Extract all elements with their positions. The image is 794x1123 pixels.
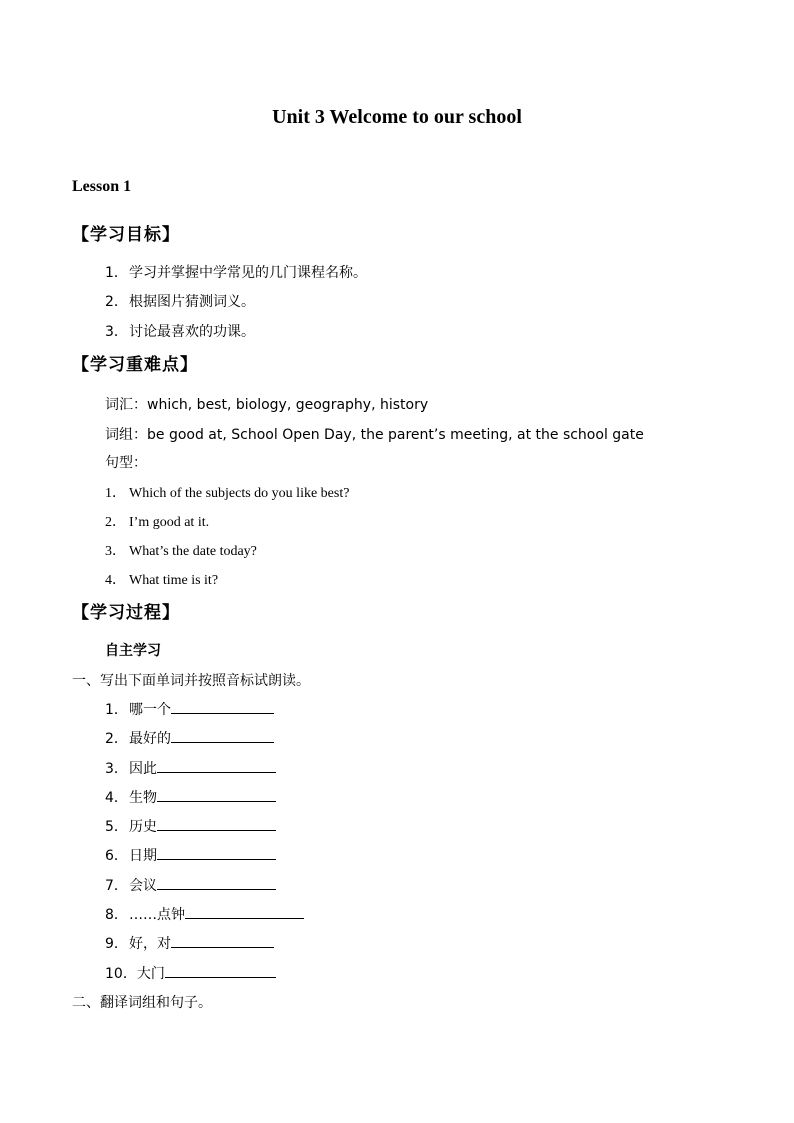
word-item-number: 1． [105,702,128,718]
word-item-text: 因此 [129,761,157,777]
phrases-line: 词组：be good at, School Open Day, the parent’s meeting, at the school gate [105,427,644,443]
word-item [105,758,276,778]
word-item [105,728,274,748]
word-item-text: 日期 [129,848,157,864]
sentence-item [105,540,257,560]
answer-blank[interactable] [157,758,276,773]
word-item-text: 生物 [129,790,157,806]
lesson-heading: Lesson 1 [72,178,132,195]
word-item-text: 大门 [136,966,165,982]
word-item [105,699,274,719]
word-item [105,904,304,924]
sentence-item [105,482,349,502]
word-item-number: 3． [105,761,128,777]
word-item-number: 8． [105,907,128,923]
answer-blank[interactable] [171,699,274,714]
word-item-number: 9． [105,936,128,952]
word-item [105,933,274,953]
sentences-label: 句型： [105,455,147,471]
word-item-text: 哪一个 [129,702,171,718]
goal-item-number: 3． [105,324,128,340]
answer-blank[interactable] [157,875,276,890]
answer-blank[interactable] [171,728,274,743]
self-study-heading: 自主学习 [105,643,161,659]
sentence-item [105,511,209,531]
word-item-text: 最好的 [129,731,171,747]
answer-blank[interactable] [185,904,304,919]
answer-blank[interactable] [157,816,276,831]
word-item-number: 7． [105,878,128,894]
part-one-instruction: 一、写出下面单词并按照音标试朗读。 [72,673,310,689]
goal-item [105,262,367,282]
word-item [105,845,276,865]
word-item-text: 好，对 [129,936,171,952]
sentence-item [105,569,218,589]
answer-blank[interactable] [157,787,276,802]
goal-item-number: 2． [105,294,128,310]
page-title: Unit 3 Welcome to our school [272,106,522,128]
goal-item-text: 根据图片猜测词义。 [129,294,255,310]
word-item [105,816,276,836]
key-points-heading: 【学习重难点】 [72,355,198,375]
sentence-item-text: I’m good at it. [129,515,210,530]
process-heading: 【学习过程】 [72,603,180,623]
goal-item-text: 讨论最喜欢的功课。 [129,324,255,340]
sentence-item-text: Which of the subjects do you like best? [129,486,350,501]
goal-item-number: 1． [105,265,128,281]
sentence-item-text: What time is it? [129,573,219,588]
word-item-number: 5． [105,819,128,835]
answer-blank[interactable] [171,933,274,948]
goal-item [105,291,255,311]
word-item-number: 10． [105,966,137,982]
answer-blank[interactable] [165,963,276,978]
word-item-text: ……点钟 [129,907,185,923]
word-item-text: 会议 [129,878,157,894]
goals-heading: 【学习目标】 [72,225,180,245]
sentence-item-number: 2． [105,515,126,530]
word-item [105,875,276,895]
answer-blank[interactable] [157,845,276,860]
word-item-number: 2． [105,731,128,747]
part-two-instruction: 二、翻译词组和句子。 [72,995,212,1011]
sentence-item-number: 1． [105,486,126,501]
word-item [105,963,276,983]
word-item-number: 4． [105,790,128,806]
goal-item-text: 学习并掌握中学常见的几门课程名称。 [129,265,367,281]
word-item-text: 历史 [129,819,157,835]
word-item [105,787,276,807]
word-item-number: 6． [105,848,128,864]
sentence-item-text: What’s the date today? [129,544,257,559]
vocab-line: 词汇：which, best, biology, geography, history [105,397,429,413]
goal-item [105,321,255,341]
sentence-item-number: 4． [105,573,126,588]
sentence-item-number: 3． [105,544,126,559]
